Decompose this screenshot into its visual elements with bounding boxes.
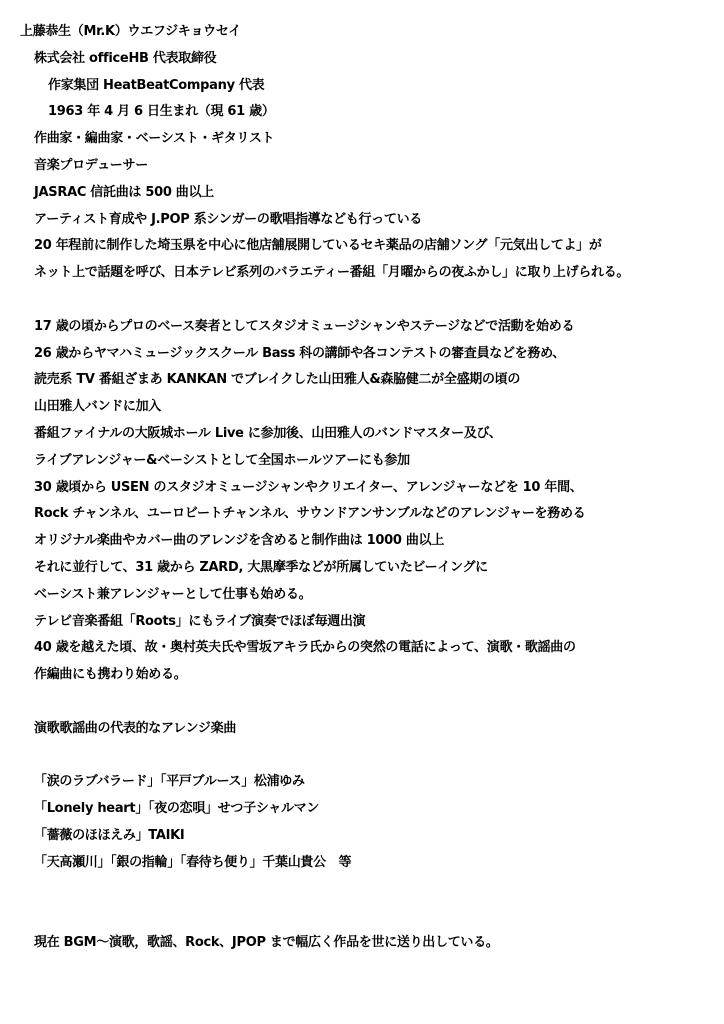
profile-birth: 1963 年 4 月 6 日生まれ（現 61 歳） (48, 104, 275, 119)
profile-jasrac: JASRAC 信託曲は 500 曲以上 (34, 185, 214, 200)
profile-producer: 音楽プロデューサー (34, 158, 148, 173)
profile-group: 作家集団 HeatBeatCompany 代表 (48, 78, 265, 93)
career-line: ベーシスト兼アレンジャーとして仕事も始める。 (34, 587, 312, 602)
profile-song-line-1: 20 年程前に制作した埼玉県を中心に他店舗展開しているセキ薬品の店舗ソング「元気出してよ」が (34, 238, 602, 253)
profile-vocal: アーティスト育成や J.POP 系シンガーの歌唱指導なども行っている (34, 212, 422, 227)
career-line: 17 歳の頃からプロのベース奏者としてスタジオミュージシャンやステージなどで活動を始める (34, 319, 575, 334)
works-item: 「天高瀬川」「銀の指輪」「春待ち便り」千葉山貴公 等 (34, 855, 352, 870)
career-line: 番組ファイナルの大阪城ホール Live に参加後、山田雅人のバンドマスター及び、 (34, 426, 502, 441)
career-line: Rock チャンネル、ユーロビートチャンネル、サウンドアンサンブルなどのアレンジャーを務める (34, 506, 586, 521)
career-line: オリジナル楽曲やカバー曲のアレンジを含めると制作曲は 1000 曲以上 (34, 533, 444, 548)
profile-company: 株式会社 officeHB 代表取締役 (34, 51, 217, 66)
career-line: テレビ音楽番組「Roots」にもライブ演奏でほぼ毎週出演 (34, 614, 366, 629)
works-item: 「涙のラブバラード」「平戸ブルース」松浦ゆみ (34, 774, 305, 789)
works-heading: 演歌歌謡曲の代表的なアレンジ楽曲 (34, 721, 237, 736)
career-line: ライブアレンジャー&ベーシストとして全国ホールツアーにも参加 (34, 453, 410, 468)
career-line: それに並行して、31 歳から ZARD, 大黒摩季などが所属していたビーイングに (34, 560, 488, 575)
career-line: 40 歳を越えた頃、故・奥村英夫氏や雪坂アキラ氏からの突然の電話によって、演歌・歌謡曲の (34, 640, 576, 655)
career-line: 読売系 TV 番組ざまあ KANKAN でブレイクした山田雅人&森脇健二が全盛期の頃の (34, 372, 521, 387)
career-line: 作編曲にも携わり始める。 (34, 667, 187, 682)
profile-name: 上藤恭生（Mr.K）ウエフジキョウセイ (20, 24, 241, 39)
career-line: 山田雅人バンドに加入 (34, 399, 162, 414)
profile-roles: 作曲家・編曲家・ベーシスト・ギタリスト (34, 131, 275, 146)
current-activity: 現在 BGM～演歌，歌謡、Rock、JPOP まで幅広く作品を世に送り出している。 (34, 935, 499, 950)
works-item: 「Lonely heart」「夜の恋唄」せつ子シャルマン (34, 801, 320, 816)
profile-song-line-2: ネット上で話題を呼び、日本テレビ系列のバラエティー番組「月曜からの夜ふかし」に取り上げられる。 (34, 265, 630, 280)
career-line: 30 歳頃から USEN のスタジオミュージシャンやクリエイター、アレンジャーなどを 10 年間、 (34, 480, 583, 495)
works-item: 「薔薇のほほえみ」TAIKI (34, 828, 185, 843)
career-line: 26 歳からヤマハミュージックスクール Bass 科の講師や各コンテストの審査員などを務め、 (34, 346, 565, 361)
